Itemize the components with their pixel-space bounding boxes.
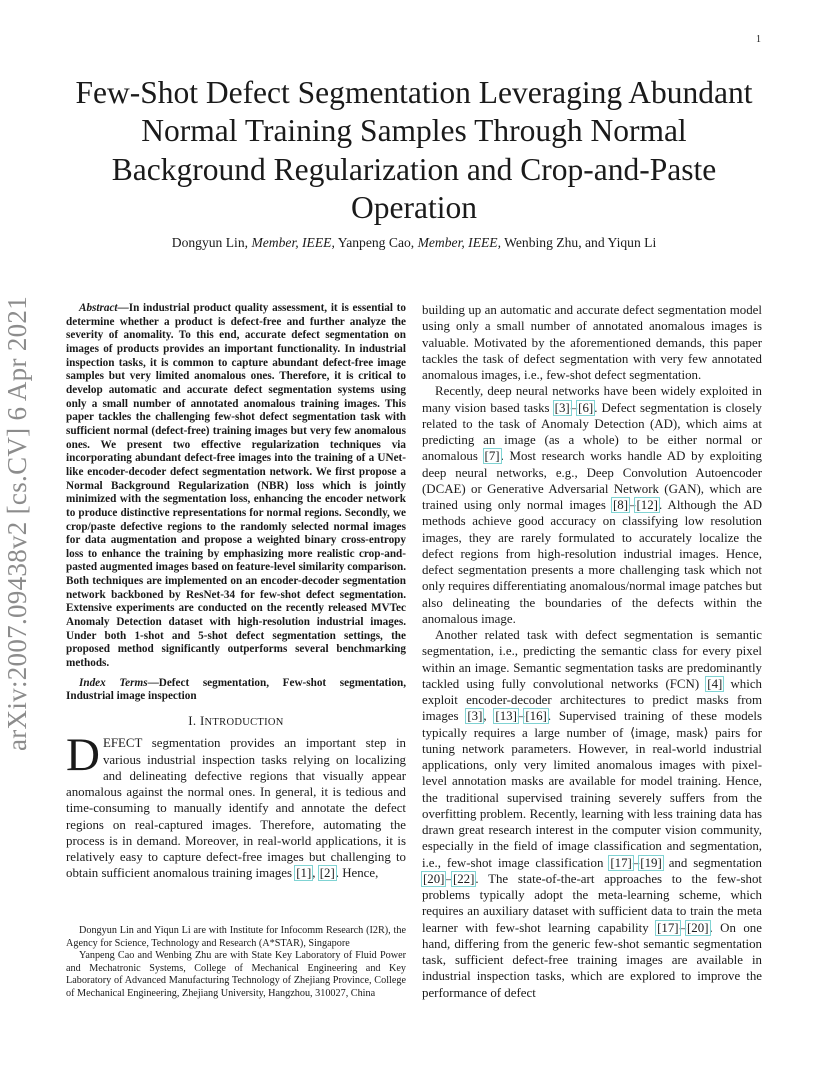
citation-link[interactable]: [2] <box>319 866 335 881</box>
author-list <box>66 235 762 251</box>
arxiv-identifier-stamp <box>0 294 36 752</box>
author-name: Wenbing Zhu, and Yiqun Li <box>504 235 657 250</box>
footnote: Yanpeng Cao and Wenbing Zhu are with State Key Laboratory of Fluid Power and Mechatronic Systems, College of Mechanical Engineering and Key Laboratory of Advanced Manufacturing Technology of Zhejiang Province, College of Mechanical Engineering, Zhejiang University, Hangzhou, 310027, China <box>66 950 406 999</box>
citation-link[interactable]: [19] <box>640 855 662 870</box>
author-name: Yanpeng Cao, <box>337 235 415 250</box>
paper-title: Few-Shot Defect Segmentation Leveraging Abundant Normal Training Samples Through Normal Background Regularization and Crop-and-Paste Operation <box>75 75 753 226</box>
abstract-label: Abstract <box>79 302 118 314</box>
body-text: Recently, deep neural networks have been widely exploited in many vision based tasks <box>422 384 762 415</box>
citation-link[interactable]: [1] <box>296 866 312 881</box>
drop-cap: D <box>66 729 100 782</box>
citation-separator: , <box>483 709 495 724</box>
range-dash: – <box>517 709 525 724</box>
body-text: . Supervised training of these models typically requires a large number of ⟨image, mask⟩ pairs for tuning network parameters. However, in real-world industrial applications, only very limited anomalous images with pixel-level annotation masks are available for model training. Hence, the traditional supervised training severely suffers from the overfitting problem. Recently, learning with less training data has drawn great research interest in the computer vision community, especially in the field of image classification and segmentation, i.e., few-shot image classification <box>422 709 762 870</box>
range-dash: – <box>570 400 578 415</box>
citation-link[interactable]: [17] <box>657 920 679 935</box>
citation-link[interactable]: [13] <box>495 709 517 724</box>
citation-link[interactable]: [17] <box>610 855 632 870</box>
body-text: which exploit encoder-decoder architectures to predict masks from images <box>422 676 762 724</box>
body-paragraph <box>422 383 762 627</box>
body-text: Another related task with defect segmentation is semantic segmentation, i.e., predicting the semantic class for every pixel within an image. Semantic segmentation tasks are predominantly tackled using fully convolutional networks (FCN) <box>422 628 762 691</box>
index-terms-text: —Defect segmentation, Few-shot segmentation, Industrial image inspection <box>66 676 406 703</box>
author-affiliation-role: Member, IEEE, <box>251 235 335 250</box>
intro-text-end: . Hence, <box>335 866 379 881</box>
citation-link[interactable]: [4] <box>707 676 723 691</box>
body-text: . Most research works handle AD by exploiting deep neural networks, e.g., Deep Convolution Autoencoder (DCAE) or Generative Adversarial Network (GAN), which are trained using only normal images <box>422 449 762 512</box>
range-dash: – <box>679 920 687 935</box>
range-dash: – <box>632 855 640 870</box>
intro-text-start: EFECT segmentation provides an important step in various industrial inspection tasks relying on localizing and delineating defective regions that visually appear anomalous against the normal ones. In general, it is tedious and time-consuming to manually identify and annotate the defect regions on real-captured images. Therefore, automating the process is in demand. Moreover, in real-world applications, it is relatively easy to capture defect-free images but challenging to obtain sufficient anomalous training images <box>66 736 406 881</box>
citation-link[interactable]: [12] <box>636 498 658 512</box>
abstract <box>66 302 406 671</box>
body-text: . On one hand, differing from the generic few-shot semantic segmentation task, sufficient defect-free training images are available in industrial inspection tasks, which are explored to improve the performance of defect <box>422 920 762 1000</box>
arxiv-stamp-text: arXiv:2007.09438v2 [cs.CV] 6 Apr 2021 <box>2 295 33 751</box>
citation-link[interactable]: [22] <box>452 871 475 886</box>
body-text: . Defect segmentation is closely related to the task of Anomaly Detection (AD), which aims at predicting an image (as a whole) to be either normal or anomalous <box>422 400 762 464</box>
author-affiliation-role: Member, IEEE, <box>417 235 501 250</box>
range-dash: – <box>629 498 636 512</box>
body-text: . The state-of-the-art approaches to the few-shot problems typically adopt the meta-learning scheme, which requires an auxiliary dataset with sufficient data to train the meta learner with few-shot learning capability <box>422 871 762 935</box>
citation-link[interactable]: [20] <box>687 920 709 935</box>
citation-link[interactable]: [20] <box>423 871 445 886</box>
index-terms <box>66 677 406 704</box>
author-name: Dongyun Lin, <box>171 235 249 250</box>
range-dash: – <box>445 871 452 886</box>
intro-paragraph <box>66 729 406 881</box>
citation-link[interactable]: [16] <box>525 709 547 724</box>
page-number: 1 <box>756 34 761 45</box>
citation-link[interactable]: [6] <box>578 400 594 415</box>
section-number: I. <box>188 714 197 729</box>
section-title-rest: NTRODUCTION <box>204 717 284 729</box>
abstract-text: —In industrial product quality assessment, it is essential to determine whether a product is defect-free and further analyze the severity of anomality. To this end, accurate defect segmentation on images of products provides an important functionality. In industrial inspection tasks, it is common to capture abundant defect-free image samples but very limited anomalous ones. Therefore, it is critical to develop automatic and accurate defect segmentation systems using only a small number of annotated anomalous training images. This paper tackles the challenging few-shot defect segmentation task with sufficient normal (defect-free) training images but very few anomalous ones. We present two effective regularization techniques via incorporating abundant defect-free images into the training of a UNet-like encoder-decoder defect segmentation network. We first propose a Normal Background Regularization (NBR) loss which is jointly minimized with the segmentation loss, enhancing the encoder network to produce distinctive representations for normal regions. Secondly, we crop/paste defective regions to the randomly selected normal images for data augmentation and propose a weighted binary cross-entropy loss to enhance the training by emphasizing more realistic crop-and-pasted augmented images based on feature-level similarity comparison. Both techniques are implemented on an encoder-decoder segmentation network backboned by ResNet-34 for few-shot defect segmentation. Extensive experiments are conducted on the recently released MVTec Anomaly Detection dataset with high-resolution industrial images. Under both 1-shot and 5-shot defect segmentation settings, the proposed method significantly outperforms several benchmarking methods. <box>66 302 406 670</box>
body-text: and segmentation <box>662 855 762 870</box>
citation-link[interactable]: [3] <box>554 400 570 415</box>
body-paragraph <box>422 627 762 1001</box>
citation-separator: , <box>312 866 319 881</box>
section-title-initial: I <box>199 714 205 729</box>
body-paragraph: building up an automatic and accurate defect segmentation model using only a small number of annotated anomalous images is valuable. Motivated by the aforementioned demands, this paper tackles the task of defect segmentation with very few annotated anomalous images, i.e., few-shot defect segmentation. <box>422 303 762 382</box>
right-column <box>422 302 762 1001</box>
footnote: Dongyun Lin and Yiqun Li are with Institute for Infocomm Research (I2R), the Agency for Science, Technology and Research (A*STAR), Singapore <box>66 925 406 949</box>
citation-link[interactable]: [8] <box>612 498 629 512</box>
left-column <box>66 302 406 882</box>
citation-link[interactable]: [7] <box>484 449 500 464</box>
citation-link[interactable]: [3] <box>467 709 483 724</box>
section-heading-introduction <box>66 713 406 731</box>
index-terms-label: Index Terms <box>79 676 148 689</box>
author-footnotes <box>66 925 406 1000</box>
body-text: . Although the AD methods achieve good accuracy on classifying low resolution images, they are rarely formulated to accurately localize the defect regions from high-resolution industrial images. Hence, defect segmentation presents a more challenging task which not only requires differentiating anomalous/normal image patches but also delineating the boundaries of the defects within the anomalous image. <box>422 498 762 626</box>
